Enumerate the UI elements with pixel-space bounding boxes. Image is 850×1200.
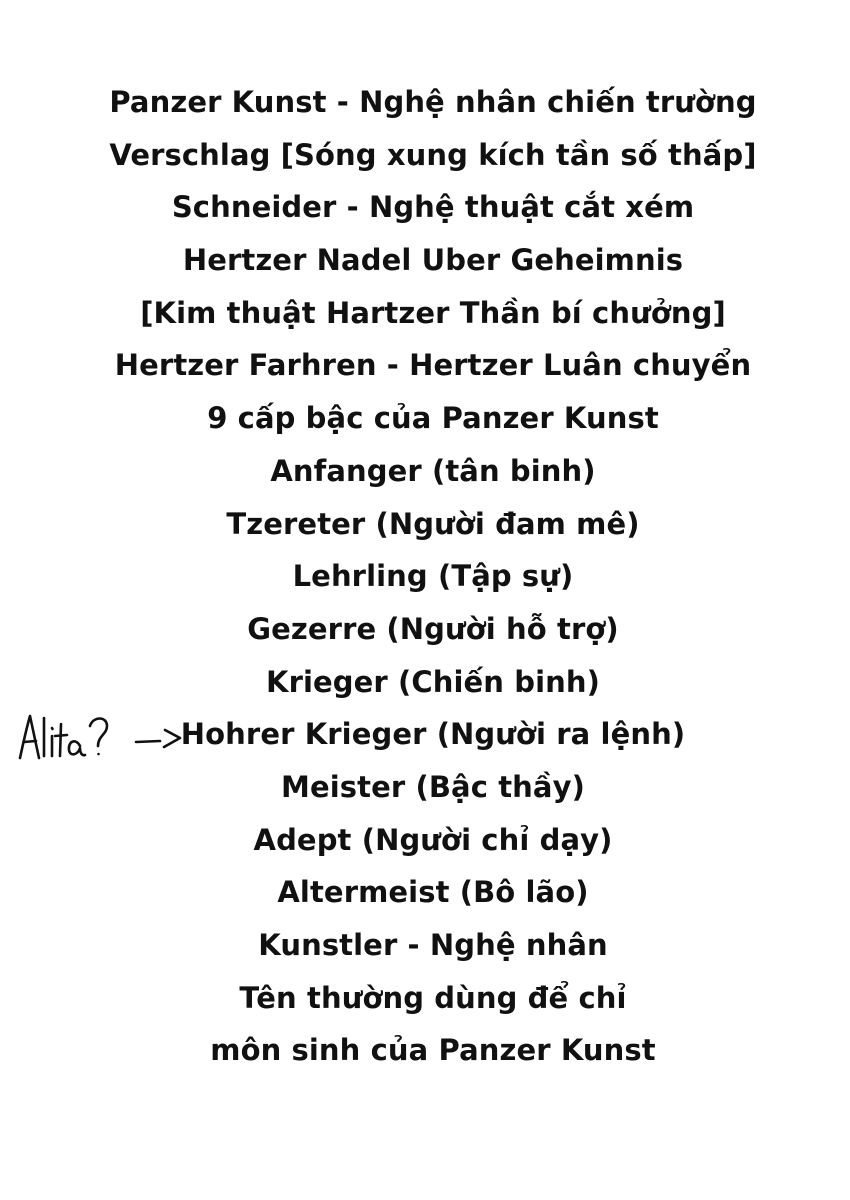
text-line-10: Lehrling (Tập sự) xyxy=(292,559,574,594)
handwritten-note xyxy=(14,706,194,766)
arrow-right-icon xyxy=(136,730,180,747)
text-line-18: Tên thường dùng để chỉ xyxy=(239,980,627,1015)
text-line-9: Tzereter (Người đam mê) xyxy=(226,506,640,541)
text-line-6: Hertzer Farhren - Hertzer Luân chuyển xyxy=(114,348,752,383)
text-line-7: 9 cấp bậc của Panzer Kunst xyxy=(207,401,659,436)
text-line-17: Kunstler - Nghệ nhân xyxy=(258,928,608,962)
text-line-8: Anfanger (tân binh) xyxy=(270,453,596,488)
text-line-11: Gezerre (Người hỗ trợ) xyxy=(247,611,619,646)
text-line-13: Hohrer Krieger (Người ra lệnh) xyxy=(180,717,686,752)
text-line-2: Verschlag [Sóng xung kích tần số thấp] xyxy=(109,137,757,172)
text-line-1: Panzer Kunst - Nghệ nhân chiến trường xyxy=(109,85,757,119)
text-line-5: [Kim thuật Hartzer Thần bí chưởng] xyxy=(140,295,726,330)
translation-text-block xyxy=(0,76,850,1077)
text-line-15: Adept (Người chỉ dạy) xyxy=(253,822,613,857)
text-line-19: môn sinh của Panzer Kunst xyxy=(210,1033,656,1068)
text-line-14: Meister (Bậc thầy) xyxy=(281,769,585,804)
text-line-12: Krieger (Chiến binh) xyxy=(266,664,600,699)
text-line-16: Altermeist (Bô lão) xyxy=(277,875,589,910)
text-line-4: Hertzer Nadel Uber Geheimnis xyxy=(182,243,684,278)
text-line-3: Schneider - Nghệ thuật cắt xém xyxy=(171,190,695,225)
